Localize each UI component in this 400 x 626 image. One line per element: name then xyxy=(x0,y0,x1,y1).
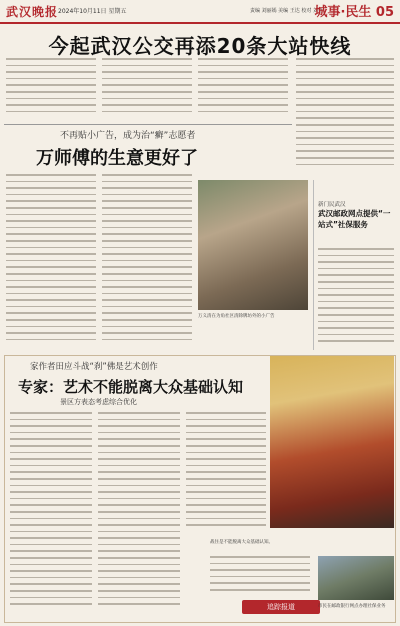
brief-body xyxy=(318,248,394,350)
profile-photo-caption: 战住是不能脱离大众基础认知。 xyxy=(210,540,273,545)
profile-kicker: 家作者田应斗战“刹”佛是艺术创作 xyxy=(30,362,158,372)
follow-up-report-button[interactable]: 追踪报道 xyxy=(242,600,320,614)
branch-photo-caption: 市民在邮政银行网点办理社保业务 xyxy=(318,604,386,609)
lead-headline: 今起武汉公交再添20条大站快线 xyxy=(48,34,352,58)
lead-body-col-4 xyxy=(296,58,394,178)
column-divider xyxy=(313,180,314,350)
profile-photo xyxy=(270,356,394,528)
lead-body-col-3 xyxy=(198,58,288,120)
brief-headline-box xyxy=(318,208,394,244)
profile-body-col-3 xyxy=(186,412,266,536)
page-header xyxy=(0,0,400,24)
profile-subhead: 景区方表态考虑综合优化 xyxy=(60,398,137,406)
section-label: 城事·民生 05 xyxy=(314,5,394,20)
branch-photo xyxy=(318,556,394,600)
feature-body-col-2 xyxy=(102,174,192,350)
issue-date: 2024年10月11日 星期五 xyxy=(58,8,127,15)
brief-headline: 武汉邮政网点提供“一站式”社保服务 xyxy=(318,209,391,229)
feature-body-col-1 xyxy=(6,174,96,350)
editors-line: 责编 刘丽嫣 美编 王达 校对 刘艳 xyxy=(250,8,323,14)
profile-body-col-4 xyxy=(210,556,310,596)
feature-kicker: 不再贴小广告，成为治“癣”志愿者 xyxy=(60,131,196,141)
feature-photo-caption: 万义清在为角社区清除牌坊外的小广告 xyxy=(198,314,275,319)
masthead: 武汉晚报 xyxy=(6,5,59,19)
lead-body-col-2 xyxy=(102,58,192,120)
brief-kicker: 新门民武汉 xyxy=(318,202,346,208)
feature-photo xyxy=(198,180,308,310)
profile-body-col-2 xyxy=(98,412,180,616)
section-divider xyxy=(4,124,292,125)
lead-body-col-1 xyxy=(6,58,96,120)
profile-body-col-1 xyxy=(10,412,92,616)
feature-headline: 万师傅的生意更好了 xyxy=(36,148,198,169)
profile-headline: 专家：艺术不能脱离大众基础认知 xyxy=(18,378,244,396)
